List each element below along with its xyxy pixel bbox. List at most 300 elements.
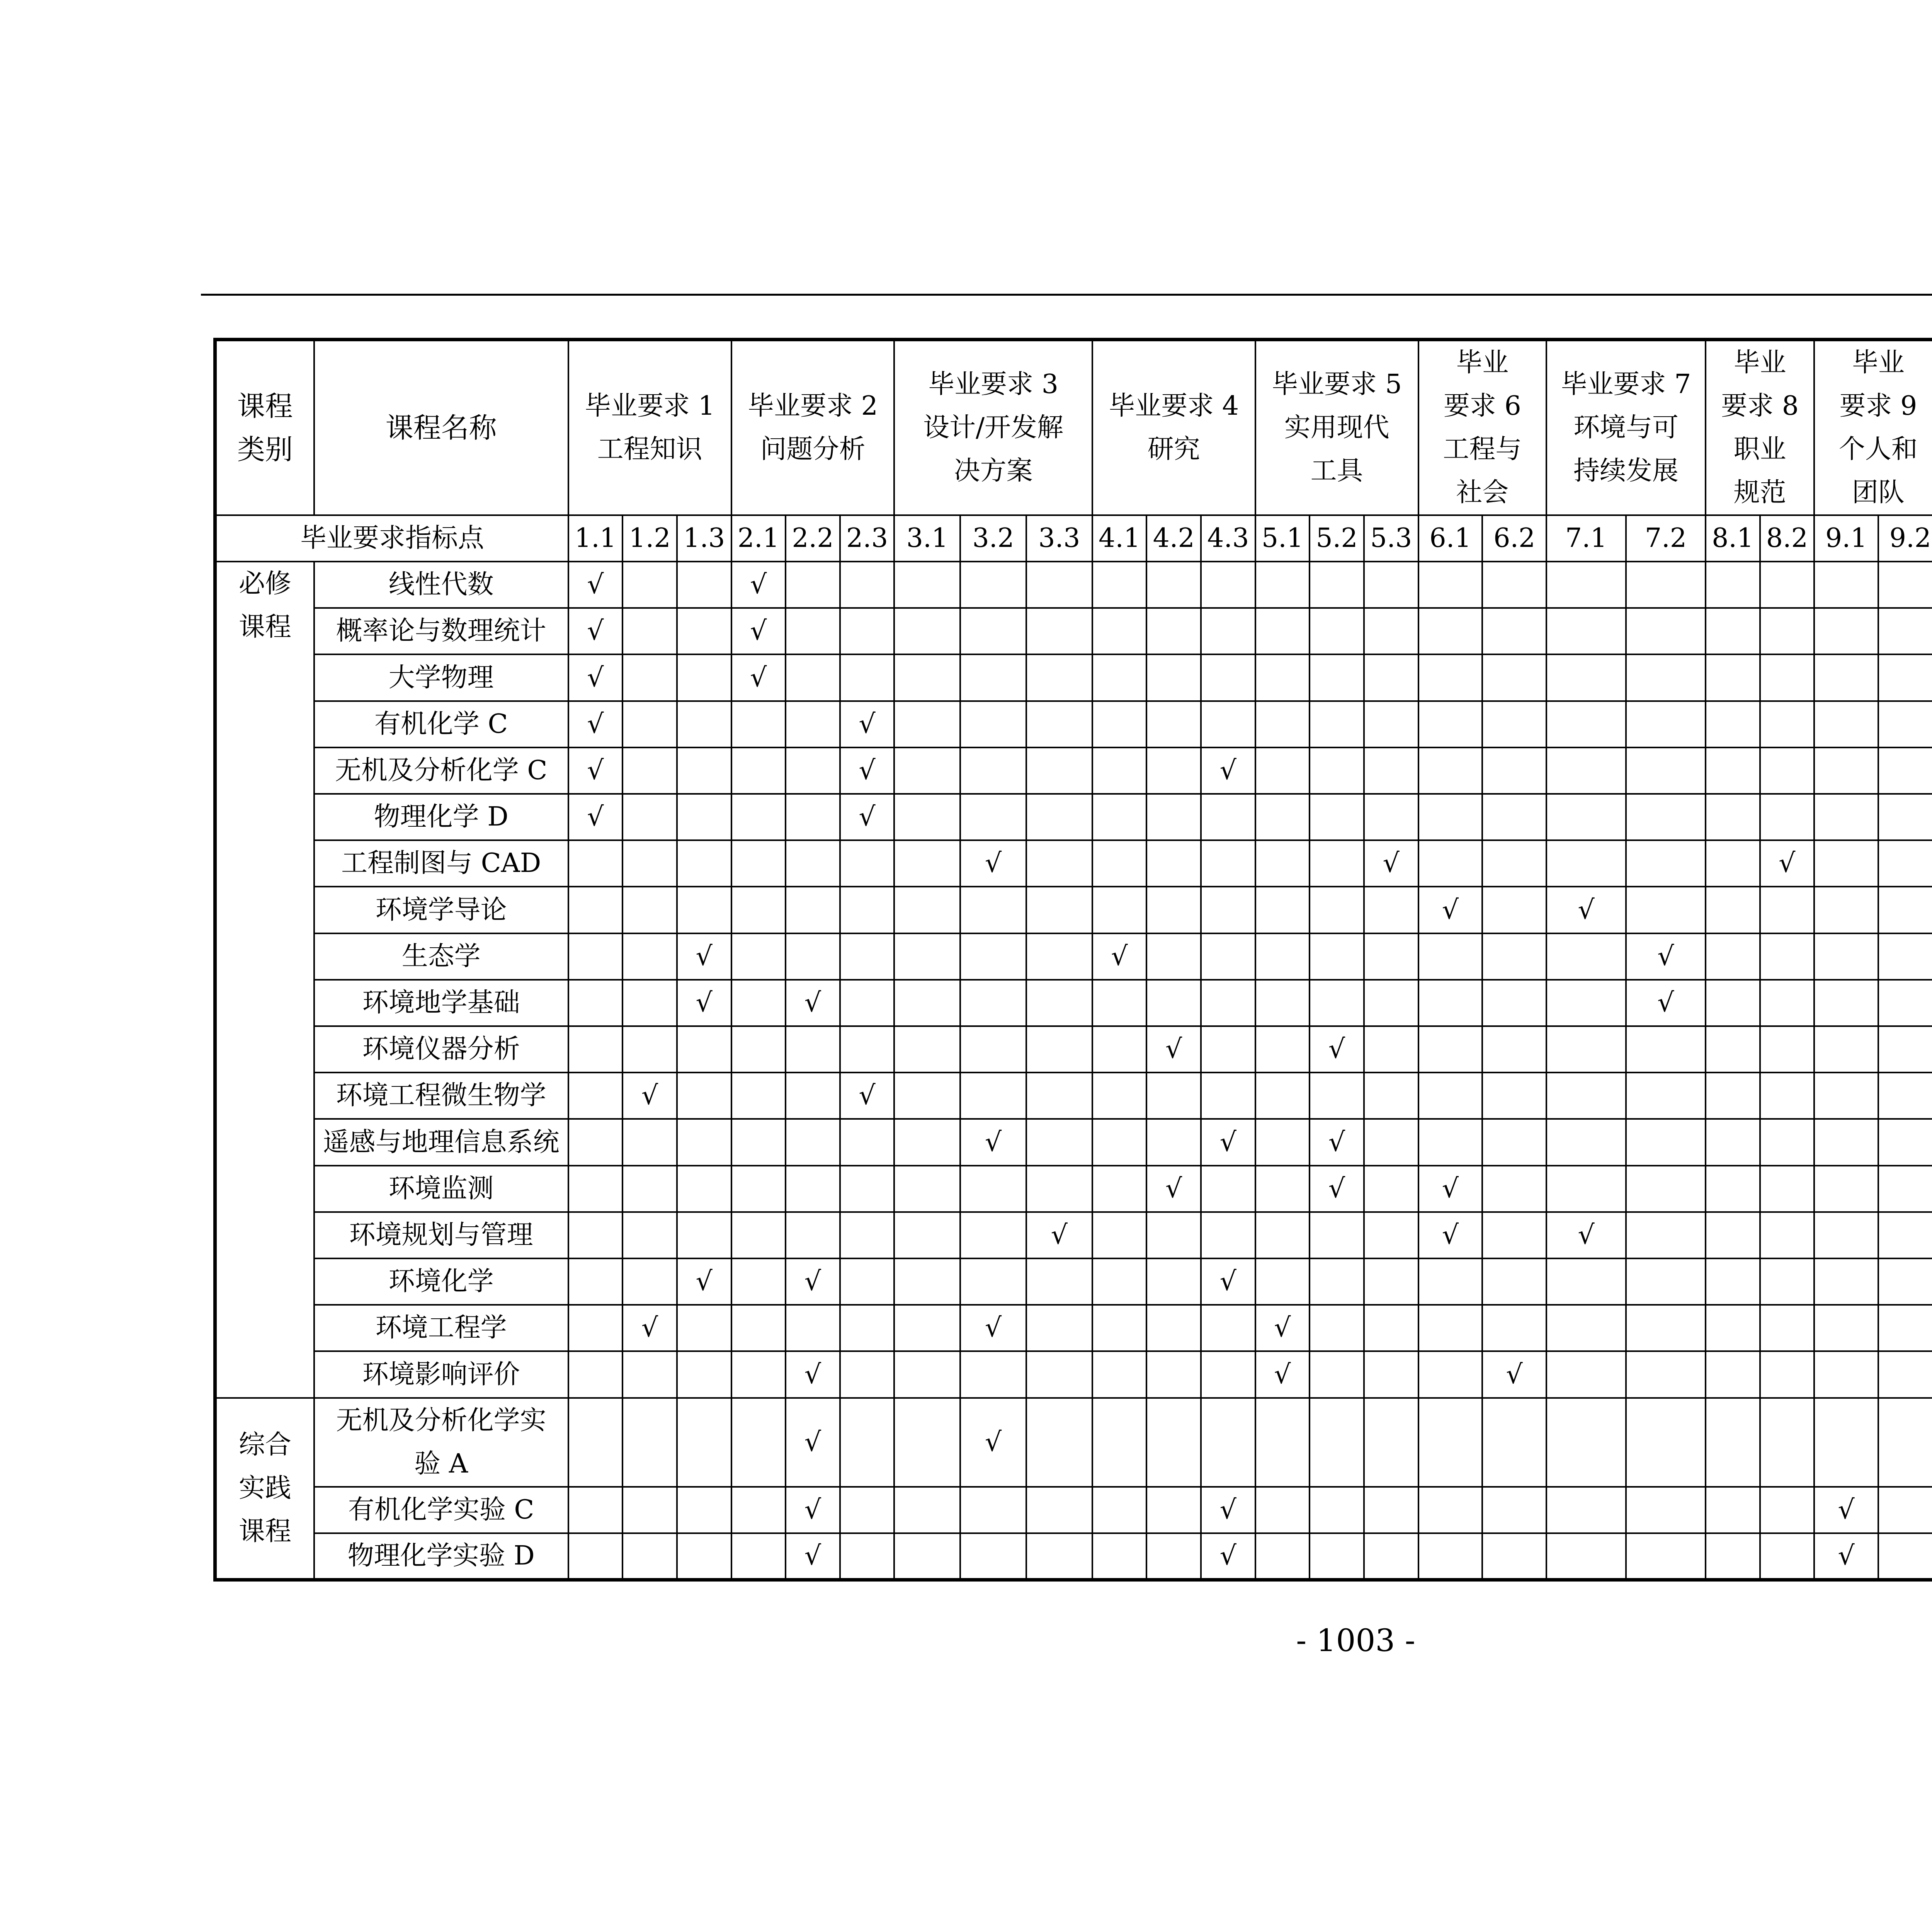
mapping-cell-8-1 xyxy=(1706,1258,1760,1305)
mapping-cell-9-1 xyxy=(1814,1119,1878,1165)
mapping-cell-1-3 xyxy=(677,747,731,794)
indicator-1-1: 1.1 xyxy=(568,515,623,562)
mapping-cell-6-2 xyxy=(1482,701,1546,747)
requirement-header-9-line-4: 团队 xyxy=(1852,477,1905,508)
mapping-cell-2-3 xyxy=(840,980,895,1026)
mapping-cell-7-2 xyxy=(1626,1073,1706,1119)
mapping-cell-8-2 xyxy=(1760,1351,1815,1398)
mapping-cell-7-2 xyxy=(1626,1487,1706,1533)
mapping-cell-4-1 xyxy=(1092,1258,1147,1305)
check-mark: √ xyxy=(1442,1173,1459,1204)
mapping-cell-6-1 xyxy=(1418,1119,1483,1165)
table-row xyxy=(215,840,1932,887)
check-mark: √ xyxy=(587,662,604,693)
mapping-cell-6-1 xyxy=(1418,1351,1483,1398)
mapping-cell-8-1 xyxy=(1706,1166,1760,1212)
mapping-cell-6-1 xyxy=(1418,1026,1483,1073)
mapping-cell-7-1 xyxy=(1546,562,1626,608)
mapping-cell-3-1 xyxy=(894,608,960,654)
course-name-text: 无机及分析化学 C xyxy=(335,755,548,786)
mapping-cell-5-1 xyxy=(1255,1119,1310,1165)
mapping-cell-9-2 xyxy=(1878,1212,1932,1258)
mapping-cell-2-3 xyxy=(840,1073,895,1119)
mapping-cell-6-2 xyxy=(1482,1533,1546,1580)
mapping-cell-2-1 xyxy=(731,1258,786,1305)
mapping-cell-3-1 xyxy=(894,840,960,887)
mapping-cell-8-1 xyxy=(1706,608,1760,654)
mapping-cell-1-3 xyxy=(677,1487,731,1533)
mapping-cell-3-2 xyxy=(960,654,1026,701)
mapping-cell-1-3 xyxy=(677,1398,731,1487)
mapping-cell-2-3 xyxy=(840,1533,895,1580)
mapping-cell-3-1 xyxy=(894,980,960,1026)
mapping-cell-9-2 xyxy=(1878,980,1932,1026)
mapping-cell-7-2 xyxy=(1626,1398,1706,1487)
mapping-cell-1-1 xyxy=(568,933,623,980)
mapping-cell-8-1 xyxy=(1706,980,1760,1026)
mapping-cell-6-2 xyxy=(1482,1351,1546,1398)
mapping-cell-4-2 xyxy=(1146,1073,1201,1119)
mapping-cell-2-1 xyxy=(731,980,786,1026)
mapping-cell-9-1 xyxy=(1814,840,1878,887)
requirement-header-7-line-2: 环境与可 xyxy=(1573,412,1679,443)
mapping-cell-4-3 xyxy=(1201,701,1255,747)
indicator-3-1: 3.1 xyxy=(894,515,960,562)
mapping-cell-6-1 xyxy=(1418,1305,1483,1351)
course-name xyxy=(314,933,568,980)
mapping-cell-5-2 xyxy=(1310,1166,1364,1212)
course-name-text: 物理化学实验 D xyxy=(347,1541,535,1571)
indicator-8-1: 8.1 xyxy=(1706,515,1760,562)
check-mark: √ xyxy=(587,755,604,786)
mapping-cell-1-2 xyxy=(622,1119,677,1165)
course-name xyxy=(314,794,568,840)
table-row xyxy=(215,794,1932,840)
mapping-cell-2-1 xyxy=(731,562,786,608)
indicator-4-2: 4.2 xyxy=(1146,515,1201,562)
mapping-cell-6-1 xyxy=(1418,1212,1483,1258)
mapping-cell-5-3 xyxy=(1364,562,1418,608)
requirement-header-1 xyxy=(568,340,731,516)
check-mark: √ xyxy=(1657,987,1674,1018)
mapping-cell-7-2 xyxy=(1626,701,1706,747)
check-mark: √ xyxy=(1838,1541,1855,1571)
mapping-cell-3-2 xyxy=(960,1305,1026,1351)
indicator-2-2: 2.2 xyxy=(786,515,840,562)
mapping-cell-3-1 xyxy=(894,1166,960,1212)
mapping-cell-1-2 xyxy=(622,794,677,840)
mapping-cell-6-1 xyxy=(1418,1258,1483,1305)
mapping-cell-5-2 xyxy=(1310,887,1364,933)
table-row xyxy=(215,1351,1932,1398)
table-row xyxy=(215,1533,1932,1580)
check-mark: √ xyxy=(1838,1495,1855,1525)
check-mark: √ xyxy=(804,1427,821,1457)
table-row xyxy=(215,1026,1932,1073)
course-name xyxy=(314,1533,568,1580)
mapping-cell-5-2 xyxy=(1310,701,1364,747)
mapping-cell-9-1 xyxy=(1814,1398,1878,1487)
requirement-header-2-line-1: 毕业要求 2 xyxy=(748,391,878,421)
mapping-cell-3-2 xyxy=(960,794,1026,840)
mapping-cell-8-1 xyxy=(1706,887,1760,933)
mapping-cell-2-3 xyxy=(840,887,895,933)
mapping-cell-3-1 xyxy=(894,1305,960,1351)
requirement-header-7-line-3: 持续发展 xyxy=(1573,456,1679,486)
mapping-cell-1-1 xyxy=(568,654,623,701)
requirement-header-1-line-2: 工程知识 xyxy=(597,434,702,465)
mapping-cell-4-3 xyxy=(1201,1212,1255,1258)
mapping-cell-3-3 xyxy=(1026,608,1092,654)
course-category-2-line-3: 课程 xyxy=(238,1516,291,1547)
mapping-cell-5-1 xyxy=(1255,887,1310,933)
mapping-cell-7-1 xyxy=(1546,654,1626,701)
mapping-cell-3-1 xyxy=(894,654,960,701)
mapping-cell-4-1 xyxy=(1092,1119,1147,1165)
mapping-cell-3-3 xyxy=(1026,747,1092,794)
course-rows xyxy=(215,562,1932,1580)
mapping-cell-3-3 xyxy=(1026,1258,1092,1305)
mapping-cell-3-3 xyxy=(1026,840,1092,887)
mapping-cell-6-1 xyxy=(1418,654,1483,701)
mapping-cell-5-3 xyxy=(1364,1212,1418,1258)
mapping-cell-3-1 xyxy=(894,562,960,608)
mapping-cell-5-1 xyxy=(1255,747,1310,794)
mapping-cell-4-1 xyxy=(1092,1305,1147,1351)
mapping-cell-1-3 xyxy=(677,562,731,608)
mapping-cell-4-1 xyxy=(1092,887,1147,933)
check-mark: √ xyxy=(859,802,876,833)
requirement-header-5 xyxy=(1255,340,1418,516)
mapping-cell-5-1 xyxy=(1255,701,1310,747)
mapping-cell-5-2 xyxy=(1310,1258,1364,1305)
mapping-cell-7-1 xyxy=(1546,701,1626,747)
indicator-8-2: 8.2 xyxy=(1760,515,1815,562)
mapping-cell-6-2 xyxy=(1482,1212,1546,1258)
indicator-1-2: 1.2 xyxy=(622,515,677,562)
mapping-cell-3-2 xyxy=(960,1258,1026,1305)
course-name-text: 环境规划与管理 xyxy=(349,1219,533,1250)
indicator-4-1: 4.1 xyxy=(1092,515,1147,562)
page-number: - 1003 - xyxy=(1296,1622,1415,1658)
mapping-cell-7-2 xyxy=(1626,1533,1706,1580)
mapping-cell-2-1 xyxy=(731,608,786,654)
mapping-cell-5-3 xyxy=(1364,1487,1418,1533)
mapping-cell-9-1 xyxy=(1814,1258,1878,1305)
check-mark: √ xyxy=(859,708,876,739)
mapping-cell-1-3 xyxy=(677,1258,731,1305)
mapping-cell-1-1 xyxy=(568,980,623,1026)
mapping-cell-4-3 xyxy=(1201,933,1255,980)
mapping-cell-9-2 xyxy=(1878,654,1932,701)
course-name-text: 大学物理 xyxy=(388,662,494,693)
mapping-cell-1-3 xyxy=(677,1212,731,1258)
mapping-cell-4-2 xyxy=(1146,1212,1201,1258)
mapping-cell-2-3 xyxy=(840,1398,895,1487)
mapping-cell-4-3 xyxy=(1201,1351,1255,1398)
check-mark: √ xyxy=(1779,848,1796,879)
mapping-cell-2-3 xyxy=(840,1026,895,1073)
mapping-cell-6-2 xyxy=(1482,1026,1546,1073)
mapping-cell-6-1 xyxy=(1418,887,1483,933)
mapping-cell-1-2 xyxy=(622,1212,677,1258)
mapping-cell-4-2 xyxy=(1146,1487,1201,1533)
check-mark: √ xyxy=(1219,755,1236,786)
mapping-cell-3-3 xyxy=(1026,1026,1092,1073)
mapping-cell-5-1 xyxy=(1255,933,1310,980)
requirement-header-8-line-4: 规范 xyxy=(1733,477,1786,508)
mapping-cell-1-2 xyxy=(622,1398,677,1487)
course-requirement-table xyxy=(213,338,1932,1582)
mapping-cell-9-2 xyxy=(1878,1026,1932,1073)
mapping-cell-9-1 xyxy=(1814,654,1878,701)
course-name xyxy=(314,1351,568,1398)
requirement-header-3-line-2: 设计/开发解 xyxy=(923,412,1064,443)
mapping-cell-9-2 xyxy=(1878,1533,1932,1580)
mapping-cell-6-2 xyxy=(1482,1073,1546,1119)
check-mark: √ xyxy=(1219,1266,1236,1297)
mapping-cell-4-2 xyxy=(1146,1351,1201,1398)
mapping-cell-2-2 xyxy=(786,1212,840,1258)
mapping-cell-2-3 xyxy=(840,608,895,654)
mapping-cell-8-2 xyxy=(1760,562,1815,608)
mapping-cell-8-1 xyxy=(1706,1026,1760,1073)
requirement-header-2-line-2: 问题分析 xyxy=(760,434,866,465)
mapping-cell-5-1 xyxy=(1255,794,1310,840)
mapping-cell-4-1 xyxy=(1092,794,1147,840)
mapping-cell-8-2 xyxy=(1760,1026,1815,1073)
mapping-cell-7-2 xyxy=(1626,1212,1706,1258)
mapping-cell-8-1 xyxy=(1706,1212,1760,1258)
mapping-cell-6-1 xyxy=(1418,1487,1483,1533)
mapping-cell-2-2 xyxy=(786,1026,840,1073)
mapping-cell-7-2 xyxy=(1626,1305,1706,1351)
mapping-cell-4-1 xyxy=(1092,840,1147,887)
mapping-cell-5-2 xyxy=(1310,1351,1364,1398)
mapping-cell-1-1 xyxy=(568,562,623,608)
mapping-cell-9-2 xyxy=(1878,1351,1932,1398)
mapping-cell-5-2 xyxy=(1310,1119,1364,1165)
mapping-cell-4-2 xyxy=(1146,794,1201,840)
indicator-5-2: 5.2 xyxy=(1310,515,1364,562)
mapping-cell-3-3 xyxy=(1026,1351,1092,1398)
check-mark: √ xyxy=(804,987,821,1018)
mapping-cell-9-1 xyxy=(1814,701,1878,747)
mapping-cell-3-2 xyxy=(960,1398,1026,1487)
mapping-cell-5-1 xyxy=(1255,1305,1310,1351)
mapping-cell-9-2 xyxy=(1878,747,1932,794)
mapping-cell-1-3 xyxy=(677,654,731,701)
mapping-cell-9-2 xyxy=(1878,1119,1932,1165)
table-row xyxy=(215,562,1932,608)
mapping-cell-9-1 xyxy=(1814,980,1878,1026)
mapping-cell-3-1 xyxy=(894,887,960,933)
mapping-cell-4-2 xyxy=(1146,1166,1201,1212)
requirement-header-6-line-3: 工程与 xyxy=(1443,434,1522,465)
mapping-cell-3-3 xyxy=(1026,933,1092,980)
mapping-cell-3-1 xyxy=(894,1487,960,1533)
mapping-cell-2-1 xyxy=(731,1073,786,1119)
requirement-header-5-line-3: 工具 xyxy=(1310,456,1363,486)
indicator-7-2: 7.2 xyxy=(1626,515,1706,562)
check-mark: √ xyxy=(804,1266,821,1297)
check-mark: √ xyxy=(1383,848,1400,879)
mapping-cell-3-2 xyxy=(960,887,1026,933)
mapping-cell-8-1 xyxy=(1706,747,1760,794)
mapping-cell-6-1 xyxy=(1418,840,1483,887)
mapping-cell-1-3 xyxy=(677,1073,731,1119)
mapping-cell-8-2 xyxy=(1760,1487,1815,1533)
mapping-cell-9-2 xyxy=(1878,887,1932,933)
mapping-cell-3-1 xyxy=(894,1073,960,1119)
mapping-cell-6-2 xyxy=(1482,840,1546,887)
mapping-cell-5-3 xyxy=(1364,794,1418,840)
mapping-cell-5-3 xyxy=(1364,1073,1418,1119)
mapping-cell-7-2 xyxy=(1626,747,1706,794)
check-mark: √ xyxy=(1219,1541,1236,1571)
mapping-cell-4-3 xyxy=(1201,1026,1255,1073)
mapping-cell-4-3 xyxy=(1201,562,1255,608)
requirement-header-4 xyxy=(1092,340,1255,516)
mapping-cell-7-2 xyxy=(1626,1119,1706,1165)
mapping-cell-7-1 xyxy=(1546,1487,1626,1533)
mapping-cell-9-1 xyxy=(1814,887,1878,933)
mapping-cell-1-3 xyxy=(677,887,731,933)
mapping-cell-2-3 xyxy=(840,933,895,980)
mapping-cell-1-1 xyxy=(568,1166,623,1212)
mapping-cell-7-2 xyxy=(1626,980,1706,1026)
mapping-cell-3-3 xyxy=(1026,1119,1092,1165)
mapping-cell-4-1 xyxy=(1092,933,1147,980)
mapping-cell-8-1 xyxy=(1706,1119,1760,1165)
check-mark: √ xyxy=(1274,1313,1291,1343)
mapping-cell-5-2 xyxy=(1310,1487,1364,1533)
header-divider xyxy=(201,294,1932,296)
mapping-cell-9-1 xyxy=(1814,608,1878,654)
check-mark: √ xyxy=(1328,1034,1345,1065)
mapping-cell-4-1 xyxy=(1092,1487,1147,1533)
mapping-cell-5-3 xyxy=(1364,701,1418,747)
requirement-header-5-line-2: 实用现代 xyxy=(1284,412,1389,443)
course-name-text: 遥感与地理信息系统 xyxy=(323,1127,560,1158)
mapping-cell-1-3 xyxy=(677,1305,731,1351)
requirement-header-8-line-1: 毕业 xyxy=(1733,347,1786,378)
mapping-cell-2-1 xyxy=(731,701,786,747)
mapping-cell-2-2 xyxy=(786,1533,840,1580)
mapping-cell-7-1 xyxy=(1546,840,1626,887)
mapping-cell-3-2 xyxy=(960,1166,1026,1212)
mapping-cell-2-2 xyxy=(786,980,840,1026)
mapping-cell-8-2 xyxy=(1760,1258,1815,1305)
course-category-2-line-1: 综合 xyxy=(238,1429,291,1460)
mapping-cell-2-1 xyxy=(731,887,786,933)
mapping-cell-8-1 xyxy=(1706,562,1760,608)
mapping-cell-5-1 xyxy=(1255,1351,1310,1398)
mapping-cell-8-1 xyxy=(1706,654,1760,701)
graduation-requirement-matrix xyxy=(213,338,1932,1582)
check-mark: √ xyxy=(587,616,604,647)
mapping-cell-3-3 xyxy=(1026,887,1092,933)
requirement-header-7-line-1: 毕业要求 7 xyxy=(1561,369,1691,400)
mapping-cell-5-3 xyxy=(1364,1026,1418,1073)
mapping-cell-8-2 xyxy=(1760,1166,1815,1212)
mapping-cell-1-1 xyxy=(568,1533,623,1580)
check-mark: √ xyxy=(1328,1127,1345,1158)
mapping-cell-4-2 xyxy=(1146,701,1201,747)
mapping-cell-5-3 xyxy=(1364,1351,1418,1398)
mapping-cell-6-2 xyxy=(1482,1305,1546,1351)
mapping-cell-6-2 xyxy=(1482,933,1546,980)
mapping-cell-1-2 xyxy=(622,1533,677,1580)
mapping-cell-3-2 xyxy=(960,608,1026,654)
table-row xyxy=(215,701,1932,747)
mapping-cell-4-1 xyxy=(1092,1398,1147,1487)
mapping-cell-2-1 xyxy=(731,794,786,840)
table-row xyxy=(215,747,1932,794)
mapping-cell-3-2 xyxy=(960,840,1026,887)
requirement-header-9-line-2: 要求 9 xyxy=(1839,391,1917,421)
requirement-header-3-line-3: 决方案 xyxy=(954,456,1033,486)
check-mark: √ xyxy=(696,941,713,972)
mapping-cell-9-2 xyxy=(1878,840,1932,887)
mapping-cell-8-2 xyxy=(1760,1119,1815,1165)
mapping-cell-3-2 xyxy=(960,933,1026,980)
mapping-cell-4-2 xyxy=(1146,608,1201,654)
course-name xyxy=(314,1305,568,1351)
mapping-cell-6-1 xyxy=(1418,794,1483,840)
indicator-4-3: 4.3 xyxy=(1201,515,1255,562)
mapping-cell-4-3 xyxy=(1201,1533,1255,1580)
category-column-header xyxy=(215,340,314,516)
course-name-text: 环境工程微生物学 xyxy=(336,1080,546,1111)
mapping-cell-4-1 xyxy=(1092,1166,1147,1212)
mapping-cell-4-2 xyxy=(1146,1533,1201,1580)
table-row xyxy=(215,654,1932,701)
mapping-cell-8-1 xyxy=(1706,701,1760,747)
mapping-cell-3-2 xyxy=(960,747,1026,794)
requirement-header-3-line-1: 毕业要求 3 xyxy=(928,369,1059,400)
table-row xyxy=(215,1073,1932,1119)
mapping-cell-4-2 xyxy=(1146,1398,1201,1487)
mapping-cell-3-3 xyxy=(1026,980,1092,1026)
mapping-cell-5-1 xyxy=(1255,1073,1310,1119)
category-column-header-line-1: 课程 xyxy=(237,390,293,422)
course-name xyxy=(314,1487,568,1533)
mapping-cell-1-3 xyxy=(677,980,731,1026)
check-mark: √ xyxy=(1111,941,1128,972)
mapping-cell-2-2 xyxy=(786,701,840,747)
indicator-7-1: 7.1 xyxy=(1546,515,1626,562)
table-row xyxy=(215,1305,1932,1351)
table-row xyxy=(215,608,1932,654)
mapping-cell-4-3 xyxy=(1201,1398,1255,1487)
mapping-cell-6-1 xyxy=(1418,980,1483,1026)
mapping-cell-5-1 xyxy=(1255,1166,1310,1212)
mapping-cell-3-3 xyxy=(1026,562,1092,608)
mapping-cell-7-1 xyxy=(1546,1351,1626,1398)
mapping-cell-1-2 xyxy=(622,1026,677,1073)
mapping-cell-9-2 xyxy=(1878,1487,1932,1533)
mapping-cell-2-1 xyxy=(731,933,786,980)
mapping-cell-4-2 xyxy=(1146,654,1201,701)
mapping-cell-5-3 xyxy=(1364,747,1418,794)
mapping-cell-8-2 xyxy=(1760,701,1815,747)
mapping-cell-4-2 xyxy=(1146,1026,1201,1073)
mapping-cell-5-1 xyxy=(1255,654,1310,701)
mapping-cell-5-3 xyxy=(1364,1258,1418,1305)
check-mark: √ xyxy=(641,1080,658,1111)
course-name-text: 概率论与数理统计 xyxy=(336,616,546,647)
